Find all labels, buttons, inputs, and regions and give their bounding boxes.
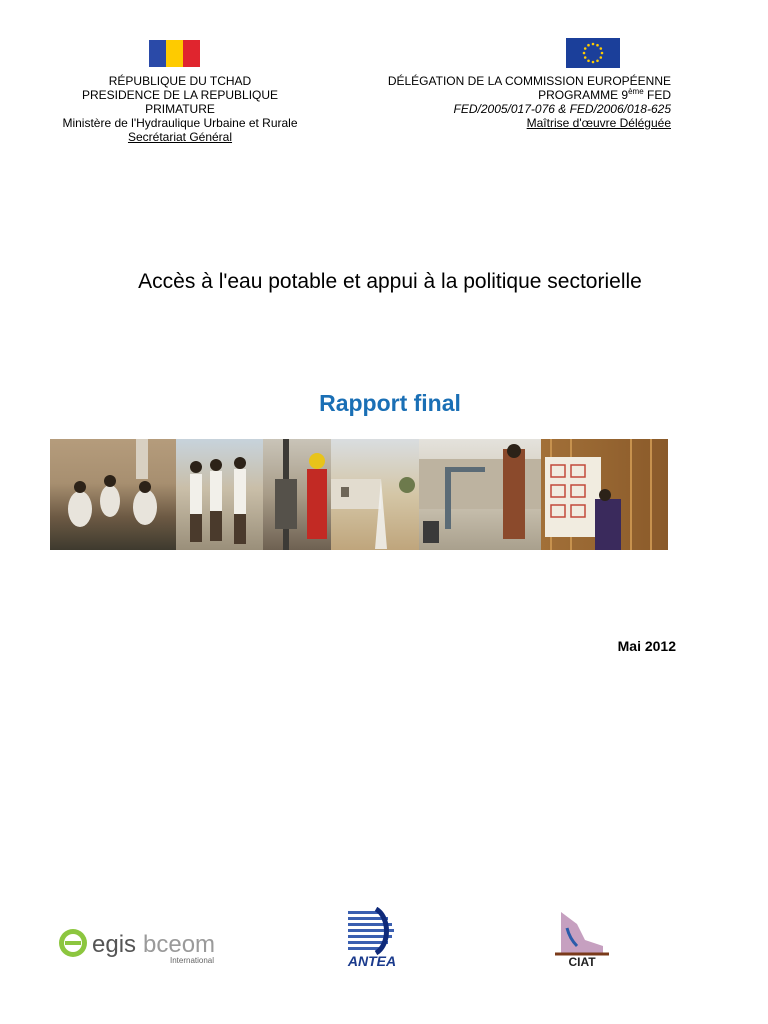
eu-flag-icon bbox=[566, 38, 620, 68]
document-date: Mai 2012 bbox=[617, 638, 676, 654]
primature-line: PRIMATURE bbox=[145, 102, 215, 116]
secretariat-line: Secrétariat Général bbox=[127, 130, 233, 144]
chad-flag-icon bbox=[149, 40, 200, 67]
antea-text: ANTEA bbox=[347, 953, 397, 969]
programme-line: PROGRAMME 9ème FED bbox=[538, 87, 671, 102]
photo-pump-installation bbox=[263, 439, 331, 550]
photo-poster-hut bbox=[541, 439, 668, 550]
photo-community-meeting bbox=[50, 439, 176, 550]
fed-reference-line: FED/2005/017-076 & FED/2006/018-625 bbox=[453, 102, 671, 116]
presidency-line: PRESIDENCE DE LA REPUBLIQUE bbox=[81, 88, 279, 102]
document-title: Accès à l'eau potable et appui à la politique sectorielle bbox=[138, 270, 642, 293]
header-right bbox=[340, 74, 671, 130]
ministry-line: Ministère de l'Hydraulique Urbaine et Rurale bbox=[62, 116, 298, 130]
delegation-line: DÉLÉGATION DE LA COMMISSION EUROPÉENNE bbox=[387, 74, 671, 88]
egis-bceom-logo bbox=[56, 925, 231, 967]
photo-group-standing bbox=[176, 439, 263, 550]
republic-line: RÉPUBLIQUE DU TCHAD bbox=[108, 74, 252, 88]
maitrise-line: Maîtrise d'œuvre Déléguée bbox=[526, 116, 671, 130]
photo-strip bbox=[50, 439, 668, 550]
photo-borehole-water bbox=[331, 439, 419, 550]
antea-logo bbox=[328, 907, 416, 969]
ciat-text: CIAT bbox=[568, 955, 596, 969]
egis-sub-text: International bbox=[170, 956, 215, 965]
ciat-logo bbox=[547, 910, 617, 970]
photo-handpump-woman bbox=[419, 439, 541, 550]
header-left bbox=[40, 74, 320, 144]
egis-main-text: egis bbox=[92, 931, 137, 958]
egis-second-text: bceom bbox=[143, 931, 216, 958]
document-subtitle: Rapport final bbox=[319, 390, 461, 416]
